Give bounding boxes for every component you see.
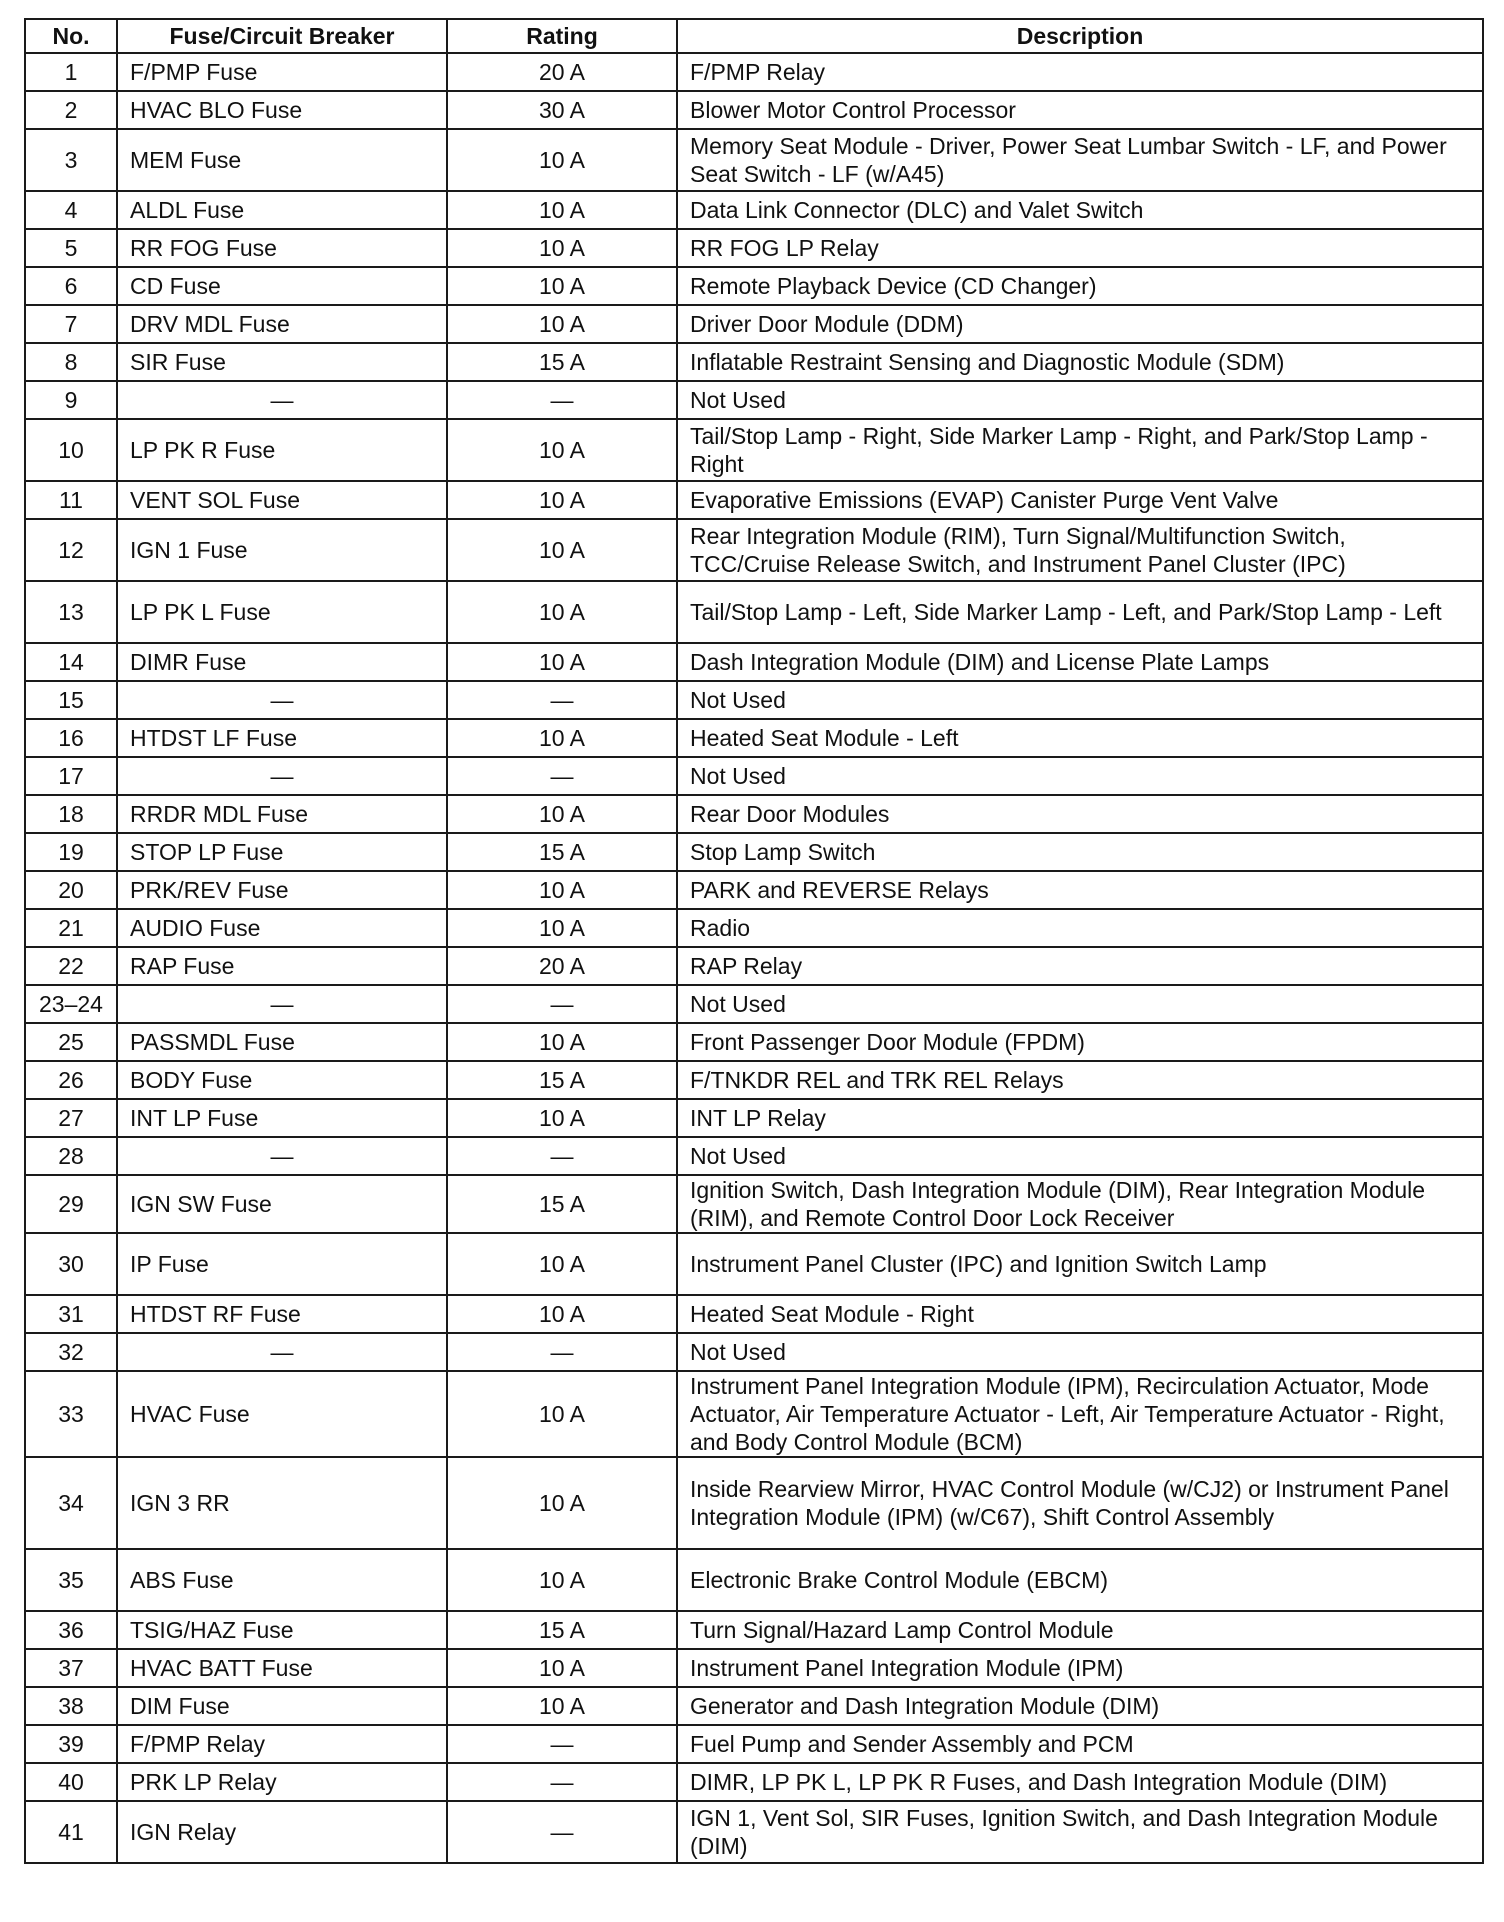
fuse-number: 20: [25, 871, 117, 909]
fuse-number: 19: [25, 833, 117, 871]
fuse-description: Tail/Stop Lamp - Left, Side Marker Lamp - Left, and Park/Stop Lamp - Left: [677, 581, 1483, 643]
fuse-description: Dash Integration Module (DIM) and License Plate Lamps: [677, 643, 1483, 681]
fuse-name: —: [117, 1333, 447, 1371]
fuse-description: Memory Seat Module - Driver, Power Seat Lumbar Switch - LF, and Power Seat Switch - LF (w/A45): [677, 129, 1483, 191]
fuse-number: 3: [25, 129, 117, 191]
fuse-number: 15: [25, 681, 117, 719]
fuse-description: PARK and REVERSE Relays: [677, 871, 1483, 909]
fuse-name: LP PK L Fuse: [117, 581, 447, 643]
fuse-name: ABS Fuse: [117, 1549, 447, 1611]
table-row: [25, 1295, 1483, 1333]
table-row: [25, 305, 1483, 343]
table-row: [25, 53, 1483, 91]
fuse-name: HTDST LF Fuse: [117, 719, 447, 757]
fuse-name: CD Fuse: [117, 267, 447, 305]
fuse-name: F/PMP Relay: [117, 1725, 447, 1763]
table-row: [25, 681, 1483, 719]
fuse-name: PRK LP Relay: [117, 1763, 447, 1801]
fuse-name: MEM Fuse: [117, 129, 447, 191]
fuse-description: Not Used: [677, 757, 1483, 795]
fuse-number: 17: [25, 757, 117, 795]
fuse-number: 27: [25, 1099, 117, 1137]
fuse-description: F/TNKDR REL and TRK REL Relays: [677, 1061, 1483, 1099]
fuse-description: Instrument Panel Integration Module (IPM): [677, 1649, 1483, 1687]
fuse-description: Inside Rearview Mirror, HVAC Control Module (w/CJ2) or Instrument Panel Integration Module (IPM) (w/C67), Shift Control Assembly: [677, 1457, 1483, 1549]
fuse-rating: 15 A: [447, 343, 677, 381]
fuse-number: 7: [25, 305, 117, 343]
fuse-name: BODY Fuse: [117, 1061, 447, 1099]
fuse-name: HTDST RF Fuse: [117, 1295, 447, 1333]
table-row: [25, 1649, 1483, 1687]
fuse-description: Fuel Pump and Sender Assembly and PCM: [677, 1725, 1483, 1763]
fuse-rating: —: [447, 1763, 677, 1801]
fuse-name: LP PK R Fuse: [117, 419, 447, 481]
fuse-rating: 10 A: [447, 581, 677, 643]
table-row: [25, 481, 1483, 519]
fuse-name: HVAC BATT Fuse: [117, 1649, 447, 1687]
header-fuse: Fuse/Circuit Breaker: [117, 19, 447, 53]
fuse-description: Not Used: [677, 681, 1483, 719]
fuse-description: Front Passenger Door Module (FPDM): [677, 1023, 1483, 1061]
fuse-number: 13: [25, 581, 117, 643]
table-row: [25, 1099, 1483, 1137]
table-body: [25, 53, 1483, 1863]
fuse-number: 41: [25, 1801, 117, 1863]
header-description: Description: [677, 19, 1483, 53]
table-row: [25, 1725, 1483, 1763]
fuse-rating: —: [447, 1137, 677, 1175]
fuse-rating: 10 A: [447, 1295, 677, 1333]
table-row: [25, 719, 1483, 757]
table-row: [25, 419, 1483, 481]
fuse-name: SIR Fuse: [117, 343, 447, 381]
fuse-rating: 10 A: [447, 1233, 677, 1295]
table-row: [25, 1023, 1483, 1061]
table-row: [25, 1371, 1483, 1457]
table-row: [25, 267, 1483, 305]
fuse-number: 8: [25, 343, 117, 381]
fuse-description: Ignition Switch, Dash Integration Module (DIM), Rear Integration Module (RIM), and Remote Control Door Lock Receiver: [677, 1175, 1483, 1233]
fuse-name: DIMR Fuse: [117, 643, 447, 681]
fuse-name: —: [117, 1137, 447, 1175]
fuse-name: IGN 1 Fuse: [117, 519, 447, 581]
fuse-description: Blower Motor Control Processor: [677, 91, 1483, 129]
table-row: [25, 795, 1483, 833]
fuse-description: Not Used: [677, 381, 1483, 419]
fuse-number: 12: [25, 519, 117, 581]
fuse-description: Not Used: [677, 1137, 1483, 1175]
table-row: [25, 1687, 1483, 1725]
fuse-number: 16: [25, 719, 117, 757]
fuse-number: 10: [25, 419, 117, 481]
fuse-name: RRDR MDL Fuse: [117, 795, 447, 833]
fuse-description: INT LP Relay: [677, 1099, 1483, 1137]
fuse-name: —: [117, 757, 447, 795]
fuse-rating: 10 A: [447, 1549, 677, 1611]
fuse-rating: 10 A: [447, 1457, 677, 1549]
fuse-rating: 10 A: [447, 1649, 677, 1687]
fuse-description: Not Used: [677, 1333, 1483, 1371]
table-row: [25, 833, 1483, 871]
table-row: [25, 1233, 1483, 1295]
fuse-rating: —: [447, 985, 677, 1023]
fuse-description: Evaporative Emissions (EVAP) Canister Purge Vent Valve: [677, 481, 1483, 519]
fuse-description: Instrument Panel Integration Module (IPM), Recirculation Actuator, Mode Actuator, Air Temperature Actuator - Left, Air Temperature Actuator - Right, and Body Control Module (BCM): [677, 1371, 1483, 1457]
fuse-number: 22: [25, 947, 117, 985]
fuse-number: 1: [25, 53, 117, 91]
fuse-number: 25: [25, 1023, 117, 1061]
table-row: [25, 343, 1483, 381]
fuse-rating: 10 A: [447, 481, 677, 519]
fuse-name: IGN SW Fuse: [117, 1175, 447, 1233]
fuse-description: Inflatable Restraint Sensing and Diagnostic Module (SDM): [677, 343, 1483, 381]
table-row: [25, 1175, 1483, 1233]
fuse-rating: —: [447, 1725, 677, 1763]
fuse-rating: —: [447, 757, 677, 795]
fuse-name: DIM Fuse: [117, 1687, 447, 1725]
table-row: [25, 757, 1483, 795]
fuse-number: 23–24: [25, 985, 117, 1023]
fuse-rating: 10 A: [447, 191, 677, 229]
fuse-rating: 10 A: [447, 909, 677, 947]
table-row: [25, 985, 1483, 1023]
fuse-description: Data Link Connector (DLC) and Valet Switch: [677, 191, 1483, 229]
fuse-description: Turn Signal/Hazard Lamp Control Module: [677, 1611, 1483, 1649]
fuse-rating: —: [447, 1333, 677, 1371]
fuse-description: Remote Playback Device (CD Changer): [677, 267, 1483, 305]
header-row: [25, 19, 1483, 53]
fuse-number: 39: [25, 1725, 117, 1763]
fuse-name: RAP Fuse: [117, 947, 447, 985]
fuse-number: 38: [25, 1687, 117, 1725]
fuse-name: HVAC BLO Fuse: [117, 91, 447, 129]
fuse-rating: 20 A: [447, 53, 677, 91]
fuse-description: RAP Relay: [677, 947, 1483, 985]
fuse-number: 28: [25, 1137, 117, 1175]
fuse-number: 40: [25, 1763, 117, 1801]
fuse-number: 18: [25, 795, 117, 833]
fuse-name: —: [117, 681, 447, 719]
fuse-number: 30: [25, 1233, 117, 1295]
fuse-name: —: [117, 985, 447, 1023]
table-row: [25, 643, 1483, 681]
table-row: [25, 519, 1483, 581]
fuse-rating: 10 A: [447, 129, 677, 191]
fuse-number: 11: [25, 481, 117, 519]
fuse-rating: 10 A: [447, 1687, 677, 1725]
fuse-description: Stop Lamp Switch: [677, 833, 1483, 871]
table-row: [25, 381, 1483, 419]
fuse-number: 14: [25, 643, 117, 681]
header-rating: Rating: [447, 19, 677, 53]
fuse-number: 4: [25, 191, 117, 229]
fuse-description: Electronic Brake Control Module (EBCM): [677, 1549, 1483, 1611]
fuse-rating: 10 A: [447, 643, 677, 681]
fuse-rating: 10 A: [447, 519, 677, 581]
fuse-name: IGN Relay: [117, 1801, 447, 1863]
fuse-rating: 15 A: [447, 833, 677, 871]
fuse-rating: 10 A: [447, 305, 677, 343]
fuse-description: Heated Seat Module - Left: [677, 719, 1483, 757]
table-row: [25, 871, 1483, 909]
fuse-name: STOP LP Fuse: [117, 833, 447, 871]
fuse-name: RR FOG Fuse: [117, 229, 447, 267]
fuse-name: IP Fuse: [117, 1233, 447, 1295]
fuse-number: 34: [25, 1457, 117, 1549]
table-row: [25, 947, 1483, 985]
fuse-name: HVAC Fuse: [117, 1371, 447, 1457]
table-row: [25, 91, 1483, 129]
fuse-description: F/PMP Relay: [677, 53, 1483, 91]
fuse-name: PRK/REV Fuse: [117, 871, 447, 909]
table-row: [25, 229, 1483, 267]
fuse-rating: 10 A: [447, 719, 677, 757]
fuse-rating: 10 A: [447, 1023, 677, 1061]
fuse-description: Driver Door Module (DDM): [677, 305, 1483, 343]
fuse-rating: 10 A: [447, 267, 677, 305]
fuse-rating: 10 A: [447, 795, 677, 833]
table-row: [25, 1801, 1483, 1863]
fuse-number: 26: [25, 1061, 117, 1099]
fuse-name: DRV MDL Fuse: [117, 305, 447, 343]
fuse-rating: 15 A: [447, 1061, 677, 1099]
header-no: No.: [25, 19, 117, 53]
fuse-number: 21: [25, 909, 117, 947]
fuse-description: Rear Integration Module (RIM), Turn Signal/Multifunction Switch, TCC/Cruise Release Switch, and Instrument Panel Cluster (IPC): [677, 519, 1483, 581]
fuse-rating: —: [447, 381, 677, 419]
fuse-number: 33: [25, 1371, 117, 1457]
fuse-description: DIMR, LP PK L, LP PK R Fuses, and Dash Integration Module (DIM): [677, 1763, 1483, 1801]
fuse-rating: 10 A: [447, 419, 677, 481]
fuse-name: TSIG/HAZ Fuse: [117, 1611, 447, 1649]
fuse-rating: 15 A: [447, 1175, 677, 1233]
fuse-description: Heated Seat Module - Right: [677, 1295, 1483, 1333]
fuse-rating: —: [447, 1801, 677, 1863]
fuse-number: 31: [25, 1295, 117, 1333]
table-row: [25, 1763, 1483, 1801]
fuse-name: INT LP Fuse: [117, 1099, 447, 1137]
fuse-description: Radio: [677, 909, 1483, 947]
fuse-number: 6: [25, 267, 117, 305]
fuse-description: Tail/Stop Lamp - Right, Side Marker Lamp - Right, and Park/Stop Lamp - Right: [677, 419, 1483, 481]
fuse-rating: 10 A: [447, 229, 677, 267]
fuse-name: F/PMP Fuse: [117, 53, 447, 91]
fuse-number: 35: [25, 1549, 117, 1611]
table-row: [25, 191, 1483, 229]
fuse-description: Instrument Panel Cluster (IPC) and Ignition Switch Lamp: [677, 1233, 1483, 1295]
fuse-description: Rear Door Modules: [677, 795, 1483, 833]
table-row: [25, 1457, 1483, 1549]
table-row: [25, 1333, 1483, 1371]
fuse-name: IGN 3 RR: [117, 1457, 447, 1549]
table-row: [25, 129, 1483, 191]
fuse-name: ALDL Fuse: [117, 191, 447, 229]
fuse-rating: 10 A: [447, 871, 677, 909]
fuse-number: 32: [25, 1333, 117, 1371]
fuse-description: IGN 1, Vent Sol, SIR Fuses, Ignition Switch, and Dash Integration Module (DIM): [677, 1801, 1483, 1863]
fuse-rating: 20 A: [447, 947, 677, 985]
table-row: [25, 581, 1483, 643]
fuse-number: 37: [25, 1649, 117, 1687]
fuse-number: 36: [25, 1611, 117, 1649]
table-row: [25, 909, 1483, 947]
fuse-description: RR FOG LP Relay: [677, 229, 1483, 267]
table-row: [25, 1061, 1483, 1099]
fuse-table: [24, 18, 1484, 1864]
fuse-name: —: [117, 381, 447, 419]
fuse-number: 5: [25, 229, 117, 267]
fuse-description: Generator and Dash Integration Module (DIM): [677, 1687, 1483, 1725]
fuse-description: Not Used: [677, 985, 1483, 1023]
fuse-name: VENT SOL Fuse: [117, 481, 447, 519]
fuse-number: 9: [25, 381, 117, 419]
fuse-name: PASSMDL Fuse: [117, 1023, 447, 1061]
fuse-rating: 10 A: [447, 1371, 677, 1457]
fuse-rating: 15 A: [447, 1611, 677, 1649]
table-row: [25, 1549, 1483, 1611]
fuse-rating: 30 A: [447, 91, 677, 129]
fuse-rating: —: [447, 681, 677, 719]
fuse-rating: 10 A: [447, 1099, 677, 1137]
table-row: [25, 1611, 1483, 1649]
table-row: [25, 1137, 1483, 1175]
fuse-number: 29: [25, 1175, 117, 1233]
fuse-name: AUDIO Fuse: [117, 909, 447, 947]
fuse-number: 2: [25, 91, 117, 129]
